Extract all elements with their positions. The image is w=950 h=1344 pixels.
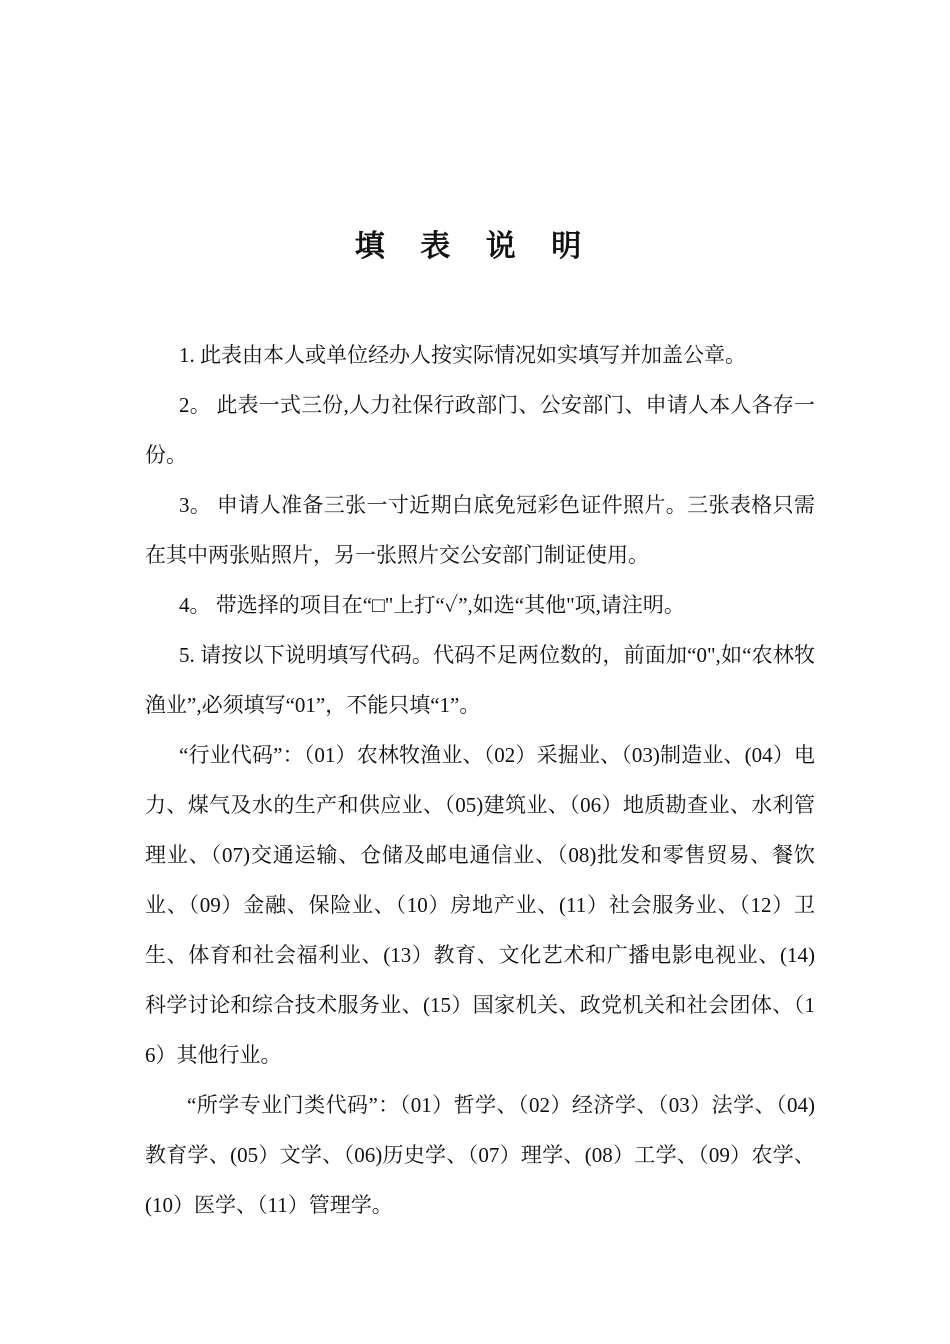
instruction-item-2: 2。 此表一式三份,人力社保行政部门、公安部门、申请人本人各存一份。 bbox=[145, 393, 815, 467]
page-title: 填 表 说 明 bbox=[354, 230, 596, 263]
industry-code-list: “行业代码”：（01）农林牧渔业、（02）采掘业、（03)制造业、(04）电力、煤气及水的生产和供应业、（05)建筑业、（06）地质勘查业、水利管理业、（07)交通运输、仓储及邮电通信业、（08)批发和零售贸易、餐饮业、（09）金融、保险业、（10）房地产业、(11）社会服务业、（12）卫生、体育和社会福利业、(13）教育、文化艺术和广播电影电视业、(14)科学讨论和综合技术服务业、(15）国家机关、政党机关和社会团体、（16）其他行业。 bbox=[145, 743, 815, 1067]
instruction-item-3: 3。 申请人准备三张一寸近期白底免冠彩色证件照片。三张表格只需在其中两张贴照片，另一张照片交公安部门制证使用。 bbox=[145, 493, 815, 567]
instruction-item-4: 4。 带选择的项目在“□"上打“✓”,如选“其他"项,请注明。 bbox=[179, 593, 685, 617]
instruction-item-1: 1. 此表由本人或单位经办人按实际情况如实填写并加盖公章。 bbox=[179, 343, 746, 367]
instruction-item-5: 5. 请按以下说明填写代码。代码不足两位数的，前面加“0",如“农林牧渔业”,必须填写“01”，不能只填“1”。 bbox=[145, 643, 815, 717]
major-category-code-list: “所学专业门类代码”：（01）哲学、（02）经济学、（03）法学、（04)教育学、(05）文学、（06)历史学、（07）理学、(08）工学、（09）农学、(10）医学、（11）管理学。 bbox=[145, 1093, 815, 1217]
instructions-body bbox=[145, 330, 815, 1230]
